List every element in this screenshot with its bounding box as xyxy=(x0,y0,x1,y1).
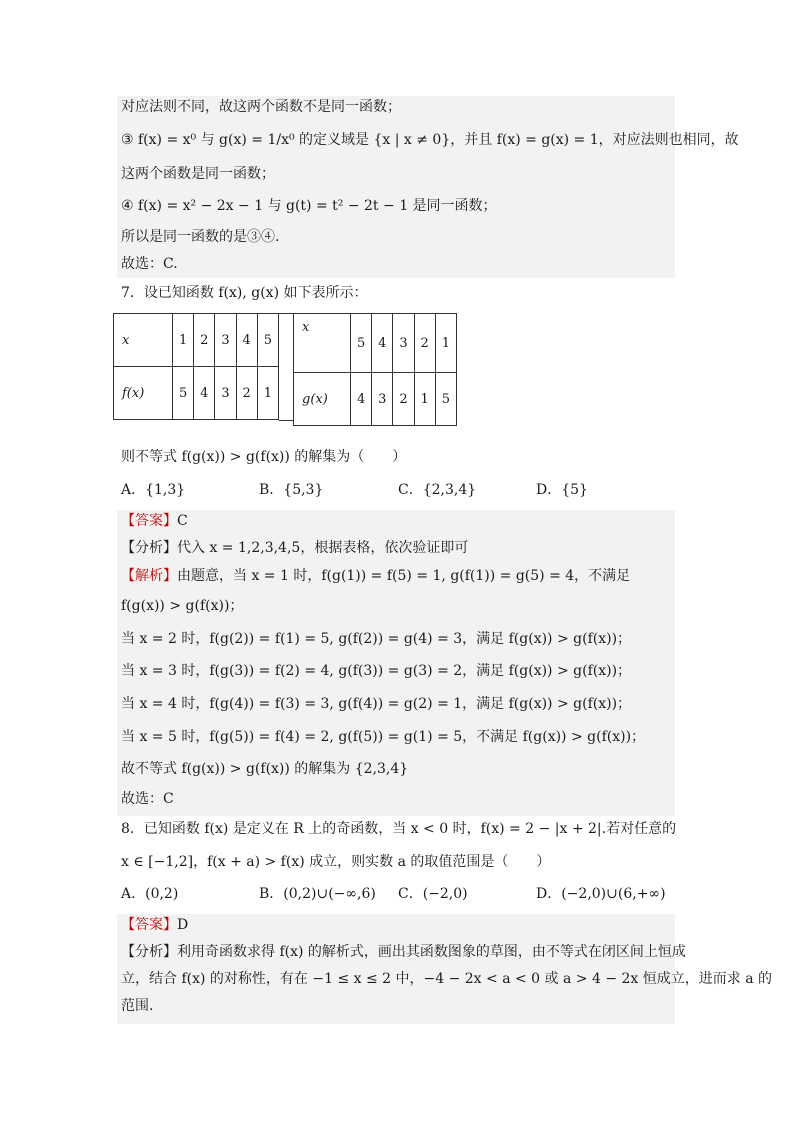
answer-8 xyxy=(121,915,188,935)
solution-7-line: 当 x = 5 时，f(g(5)) = f(4) = 2, g(f(5)) = g(1) = 5，不满足 f(g(x)) > g(f(x))； xyxy=(121,729,646,745)
table-cell: 5 xyxy=(257,314,278,367)
table-head: x xyxy=(114,314,173,367)
table-cell: 1 xyxy=(257,367,278,420)
analysis-8-line: 范围. xyxy=(121,998,154,1014)
table-cell: 5 xyxy=(173,367,194,420)
solution-7-line: 故选：C xyxy=(121,791,174,807)
table-cell: 4 xyxy=(351,373,372,426)
table-f xyxy=(113,313,279,420)
analysis-tag: 【分析】 xyxy=(121,944,177,960)
table-cell: 2 xyxy=(194,314,215,367)
solution-7-line xyxy=(121,566,630,586)
analysis-text: 代入 x = 1,2,3,4,5，根据表格，依次验证即可 xyxy=(177,540,469,556)
option-a: A．(0,2) xyxy=(121,886,179,902)
solution-block-6 xyxy=(117,96,675,278)
table-spacer xyxy=(279,313,293,421)
answer-tag: 【答案】 xyxy=(121,513,177,529)
solution-tag: 【解析】 xyxy=(121,568,177,584)
answer-value: D xyxy=(177,917,189,933)
question-7-options xyxy=(121,480,681,500)
table-head: x xyxy=(294,314,351,373)
table-cell: 1 xyxy=(173,314,194,367)
table-rowlabel: f(x) xyxy=(114,367,173,420)
table-cell: 3 xyxy=(215,367,236,420)
table-cell: 2 xyxy=(236,367,257,420)
analysis-text: 利用奇函数求得 f(x) 的解析式，画出其函数图象的草图，由不等式在闭区间上恒成 xyxy=(177,944,686,960)
question-8: x ∈ [−1,2]，f(x + a) > f(x) 成立，则实数 a 的取值范围是（ ） xyxy=(121,854,551,870)
solution-7-line: 当 x = 2 时，f(g(2)) = f(1) = 5, g(f(2)) = g(4) = 3，满足 f(g(x)) > g(f(x))； xyxy=(121,631,632,647)
analysis-8-line: 立，结合 f(x) 的对称性，有在 −1 ≤ x ≤ 2 中，−4 − 2x < a < 0 或 a > 4 − 2x 恒成立，进而求 a 的 xyxy=(121,971,773,987)
table-cell: 1 xyxy=(414,373,435,426)
option-a: A．{1,3} xyxy=(121,482,186,498)
table-cell: 5 xyxy=(435,373,456,426)
analysis-7 xyxy=(121,538,468,558)
text-line: ④ f(x) = x² − 2x − 1 与 g(t) = t² − 2t − 1 是同一函数； xyxy=(121,198,497,214)
question-7: 7．设已知函数 f(x), g(x) 如下表所示： xyxy=(121,285,368,301)
solution-7-line: 故不等式 f(g(x)) > g(f(x)) 的解集为 {2,3,4} xyxy=(121,761,409,777)
table-cell: 2 xyxy=(414,314,435,373)
text-line: 这两个函数是同一函数； xyxy=(121,166,275,182)
table-cell: 4 xyxy=(194,367,215,420)
table-cell: 1 xyxy=(435,314,456,373)
answer-value: C xyxy=(177,513,188,529)
solution-text: 由题意，当 x = 1 时，f(g(1)) = f(5) = 1, g(f(1)) = g(5) = 4，不满足 xyxy=(177,568,631,584)
option-c: C．{2,3,4} xyxy=(398,482,477,498)
answer-tag: 【答案】 xyxy=(121,917,177,933)
text-line: 故选：C. xyxy=(121,256,178,272)
table-cell: 3 xyxy=(215,314,236,367)
solution-7-line: f(g(x)) > g(f(x))； xyxy=(121,598,244,614)
table-cell: 4 xyxy=(372,314,393,373)
table-cell: 3 xyxy=(372,373,393,426)
table-g xyxy=(293,313,457,426)
option-c: C．(−2,0) xyxy=(398,886,468,902)
solution-7-line: 当 x = 4 时，f(g(4)) = f(3) = 3, g(f(4)) = g(2) = 1，满足 f(g(x)) > g(f(x))； xyxy=(121,696,632,712)
answer-7 xyxy=(121,511,188,531)
table-cell: 3 xyxy=(393,314,414,373)
table-cell: 4 xyxy=(236,314,257,367)
text-line: 所以是同一函数的是③④. xyxy=(121,229,280,245)
question-8-options xyxy=(121,884,681,904)
text-line: 对应法则不同，故这两个函数不是同一函数； xyxy=(121,99,401,115)
option-d: D．{5} xyxy=(536,482,588,498)
question-8: 8．已知函数 f(x) 是定义在 R 上的奇函数，当 x < 0 时，f(x) = 2 − |x + 2|.若对任意的 xyxy=(121,821,677,837)
table-cell: 5 xyxy=(351,314,372,373)
option-b: B．(0,2)∪(−∞,6) xyxy=(259,886,376,902)
text-line: ③ f(x) = x⁰ 与 g(x) = 1/x⁰ 的定义域是 {x | x ≠ 0}，并且 f(x) = g(x) = 1，对应法则也相同，故 xyxy=(121,132,739,148)
option-d: D．(−2,0)∪(6,+∞) xyxy=(536,886,666,902)
table-cell: 2 xyxy=(393,373,414,426)
option-b: B．{5,3} xyxy=(259,482,324,498)
analysis-tag: 【分析】 xyxy=(121,540,177,556)
table-rowlabel: g(x) xyxy=(294,373,351,426)
question-7-ask: 则不等式 f(g(x)) > g(f(x)) 的解集为（ ） xyxy=(121,449,407,465)
solution-7-line: 当 x = 3 时，f(g(3)) = f(2) = 4, g(f(3)) = g(3) = 2，满足 f(g(x)) > g(f(x))； xyxy=(121,663,632,679)
analysis-8 xyxy=(121,942,686,962)
